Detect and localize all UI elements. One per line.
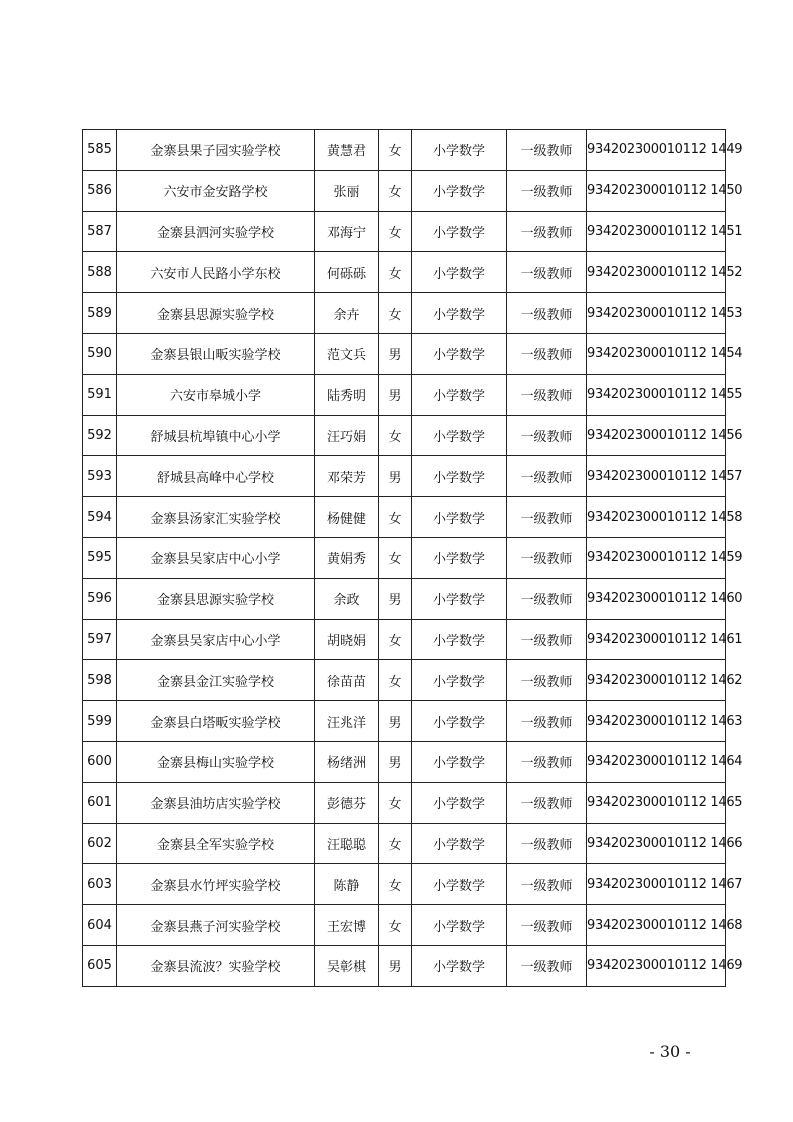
subject-cell: 小学数学 — [412, 456, 507, 497]
subject-cell: 小学数学 — [412, 374, 507, 415]
gender-cell: 男 — [379, 701, 412, 742]
subject-cell: 小学数学 — [412, 741, 507, 782]
table-row — [83, 823, 726, 864]
title-level-cell: 一级教师 — [507, 619, 587, 660]
subject-cell: 小学数学 — [412, 619, 507, 660]
certificate-number-cell: 934202300010112 1467 — [587, 864, 726, 905]
row-number-cell: 591 — [83, 374, 117, 415]
gender-cell: 女 — [379, 619, 412, 660]
school-name-cell: 金寨县吴家店中心小学 — [117, 537, 315, 578]
table-row — [83, 660, 726, 701]
table-row — [83, 741, 726, 782]
row-number-cell: 602 — [83, 823, 117, 864]
school-name-cell: 金寨县金江实验学校 — [117, 660, 315, 701]
row-number-cell: 587 — [83, 211, 117, 252]
school-name-cell: 金寨县油坊店实验学校 — [117, 782, 315, 823]
table-row — [83, 701, 726, 742]
school-name-cell: 金寨县思源实验学校 — [117, 293, 315, 334]
school-name-cell: 金寨县吴家店中心小学 — [117, 619, 315, 660]
certificate-number-cell: 934202300010112 1461 — [587, 619, 726, 660]
school-name-cell: 舒城县杭埠镇中心小学 — [117, 415, 315, 456]
title-level-cell: 一级教师 — [507, 945, 587, 986]
gender-cell: 男 — [379, 333, 412, 374]
teacher-name-cell: 邓海宁 — [315, 211, 379, 252]
certificate-number-cell: 934202300010112 1468 — [587, 905, 726, 946]
teacher-name-cell: 黄娟秀 — [315, 537, 379, 578]
title-level-cell: 一级教师 — [507, 170, 587, 211]
title-level-cell: 一级教师 — [507, 252, 587, 293]
subject-cell: 小学数学 — [412, 905, 507, 946]
teacher-name-cell: 余卉 — [315, 293, 379, 334]
subject-cell: 小学数学 — [412, 293, 507, 334]
teacher-name-cell: 张丽 — [315, 170, 379, 211]
gender-cell: 男 — [379, 456, 412, 497]
teacher-name-cell: 范文兵 — [315, 333, 379, 374]
subject-cell: 小学数学 — [412, 170, 507, 211]
teacher-name-cell: 彭德芬 — [315, 782, 379, 823]
row-number-cell: 598 — [83, 660, 117, 701]
gender-cell: 女 — [379, 660, 412, 701]
teacher-name-cell: 王宏博 — [315, 905, 379, 946]
row-number-cell: 586 — [83, 170, 117, 211]
title-level-cell: 一级教师 — [507, 497, 587, 538]
row-number-cell: 597 — [83, 619, 117, 660]
teacher-name-cell: 汪聪聪 — [315, 823, 379, 864]
gender-cell: 女 — [379, 864, 412, 905]
row-number-cell: 592 — [83, 415, 117, 456]
row-number-cell: 604 — [83, 905, 117, 946]
row-number-cell: 599 — [83, 701, 117, 742]
title-level-cell: 一级教师 — [507, 415, 587, 456]
title-level-cell: 一级教师 — [507, 701, 587, 742]
gender-cell: 女 — [379, 211, 412, 252]
table-row — [83, 945, 726, 986]
certificate-number-cell: 934202300010112 1463 — [587, 701, 726, 742]
certificate-number-cell: 934202300010112 1459 — [587, 537, 726, 578]
table-row — [83, 333, 726, 374]
table-row — [83, 864, 726, 905]
certificate-number-cell: 934202300010112 1469 — [587, 945, 726, 986]
title-level-cell: 一级教师 — [507, 864, 587, 905]
subject-cell: 小学数学 — [412, 252, 507, 293]
school-name-cell: 金寨县果子园实验学校 — [117, 130, 315, 171]
gender-cell: 女 — [379, 823, 412, 864]
certificate-number-cell: 934202300010112 1456 — [587, 415, 726, 456]
title-level-cell: 一级教师 — [507, 782, 587, 823]
school-name-cell: 六安市人民路小学东校 — [117, 252, 315, 293]
row-number-cell: 603 — [83, 864, 117, 905]
gender-cell: 男 — [379, 741, 412, 782]
page-number: - 30 - — [649, 1042, 691, 1061]
title-level-cell: 一级教师 — [507, 333, 587, 374]
teacher-roster-table — [82, 129, 743, 987]
subject-cell: 小学数学 — [412, 864, 507, 905]
school-name-cell: 金寨县水竹坪实验学校 — [117, 864, 315, 905]
title-level-cell: 一级教师 — [507, 823, 587, 864]
subject-cell: 小学数学 — [412, 537, 507, 578]
table-body — [83, 130, 743, 987]
table-row — [83, 211, 726, 252]
school-name-cell: 金寨县流波？实验学校 — [117, 945, 315, 986]
certificate-number-cell: 934202300010112 1454 — [587, 333, 726, 374]
certificate-number-cell: 934202300010112 1460 — [587, 578, 726, 619]
title-level-cell: 一级教师 — [507, 660, 587, 701]
teacher-name-cell: 黄慧君 — [315, 130, 379, 171]
subject-cell: 小学数学 — [412, 701, 507, 742]
row-number-cell: 588 — [83, 252, 117, 293]
row-number-cell: 600 — [83, 741, 117, 782]
school-name-cell: 六安市金安路学校 — [117, 170, 315, 211]
school-name-cell: 金寨县汤家汇实验学校 — [117, 497, 315, 538]
teacher-name-cell: 何砾砾 — [315, 252, 379, 293]
table-row — [83, 782, 726, 823]
gender-cell: 女 — [379, 130, 412, 171]
title-level-cell: 一级教师 — [507, 905, 587, 946]
title-level-cell: 一级教师 — [507, 456, 587, 497]
subject-cell: 小学数学 — [412, 333, 507, 374]
table-row — [83, 456, 726, 497]
row-number-cell: 589 — [83, 293, 117, 334]
title-level-cell: 一级教师 — [507, 578, 587, 619]
row-number-cell: 594 — [83, 497, 117, 538]
row-number-cell: 593 — [83, 456, 117, 497]
certificate-number-cell: 934202300010112 1457 — [587, 456, 726, 497]
table-row — [83, 130, 726, 171]
certificate-number-cell: 934202300010112 1455 — [587, 374, 726, 415]
school-name-cell: 金寨县泗河实验学校 — [117, 211, 315, 252]
teacher-name-cell: 邓荣芳 — [315, 456, 379, 497]
certificate-number-cell: 934202300010112 1450 — [587, 170, 726, 211]
table-row — [83, 619, 726, 660]
subject-cell: 小学数学 — [412, 945, 507, 986]
table-row — [83, 578, 726, 619]
gender-cell: 女 — [379, 415, 412, 456]
subject-cell: 小学数学 — [412, 415, 507, 456]
title-level-cell: 一级教师 — [507, 741, 587, 782]
school-name-cell: 舒城县高峰中心学校 — [117, 456, 315, 497]
gender-cell: 女 — [379, 537, 412, 578]
school-name-cell: 金寨县白塔畈实验学校 — [117, 701, 315, 742]
title-level-cell: 一级教师 — [507, 211, 587, 252]
school-name-cell: 金寨县思源实验学校 — [117, 578, 315, 619]
certificate-number-cell: 934202300010112 1449 — [587, 130, 726, 171]
table-row — [83, 415, 726, 456]
subject-cell: 小学数学 — [412, 130, 507, 171]
certificate-number-cell: 934202300010112 1462 — [587, 660, 726, 701]
title-level-cell: 一级教师 — [507, 130, 587, 171]
gender-cell: 男 — [379, 578, 412, 619]
table-row — [83, 905, 726, 946]
teacher-name-cell: 汪兆洋 — [315, 701, 379, 742]
teacher-name-cell: 陈静 — [315, 864, 379, 905]
row-number-cell: 585 — [83, 130, 117, 171]
school-name-cell: 金寨县燕子河实验学校 — [117, 905, 315, 946]
school-name-cell: 六安市皋城小学 — [117, 374, 315, 415]
table-row — [83, 293, 726, 334]
school-name-cell: 金寨县梅山实验学校 — [117, 741, 315, 782]
table-row — [83, 497, 726, 538]
table-row — [83, 537, 726, 578]
certificate-number-cell: 934202300010112 1451 — [587, 211, 726, 252]
gender-cell: 女 — [379, 170, 412, 211]
row-number-cell: 596 — [83, 578, 117, 619]
row-number-cell: 601 — [83, 782, 117, 823]
title-level-cell: 一级教师 — [507, 374, 587, 415]
school-name-cell: 金寨县银山畈实验学校 — [117, 333, 315, 374]
table-row — [83, 252, 726, 293]
title-level-cell: 一级教师 — [507, 293, 587, 334]
certificate-number-cell: 934202300010112 1465 — [587, 782, 726, 823]
teacher-name-cell: 陆秀明 — [315, 374, 379, 415]
certificate-number-cell: 934202300010112 1458 — [587, 497, 726, 538]
row-number-cell: 595 — [83, 537, 117, 578]
subject-cell: 小学数学 — [412, 497, 507, 538]
gender-cell: 女 — [379, 905, 412, 946]
gender-cell: 女 — [379, 782, 412, 823]
teacher-name-cell: 徐苗苗 — [315, 660, 379, 701]
teacher-name-cell: 汪巧娟 — [315, 415, 379, 456]
certificate-number-cell: 934202300010112 1464 — [587, 741, 726, 782]
teacher-name-cell: 余政 — [315, 578, 379, 619]
school-name-cell: 金寨县全军实验学校 — [117, 823, 315, 864]
gender-cell: 女 — [379, 293, 412, 334]
teacher-name-cell: 杨绪洲 — [315, 741, 379, 782]
subject-cell: 小学数学 — [412, 660, 507, 701]
gender-cell: 女 — [379, 252, 412, 293]
subject-cell: 小学数学 — [412, 578, 507, 619]
subject-cell: 小学数学 — [412, 782, 507, 823]
table-row — [83, 170, 726, 211]
row-number-cell: 605 — [83, 945, 117, 986]
teacher-name-cell: 吴彰棋 — [315, 945, 379, 986]
gender-cell: 男 — [379, 374, 412, 415]
certificate-number-cell: 934202300010112 1452 — [587, 252, 726, 293]
gender-cell: 女 — [379, 497, 412, 538]
row-number-cell: 590 — [83, 333, 117, 374]
gender-cell: 男 — [379, 945, 412, 986]
subject-cell: 小学数学 — [412, 823, 507, 864]
teacher-name-cell: 杨健健 — [315, 497, 379, 538]
title-level-cell: 一级教师 — [507, 537, 587, 578]
certificate-number-cell: 934202300010112 1466 — [587, 823, 726, 864]
certificate-number-cell: 934202300010112 1453 — [587, 293, 726, 334]
table-row — [83, 374, 726, 415]
teacher-name-cell: 胡晓娟 — [315, 619, 379, 660]
subject-cell: 小学数学 — [412, 211, 507, 252]
